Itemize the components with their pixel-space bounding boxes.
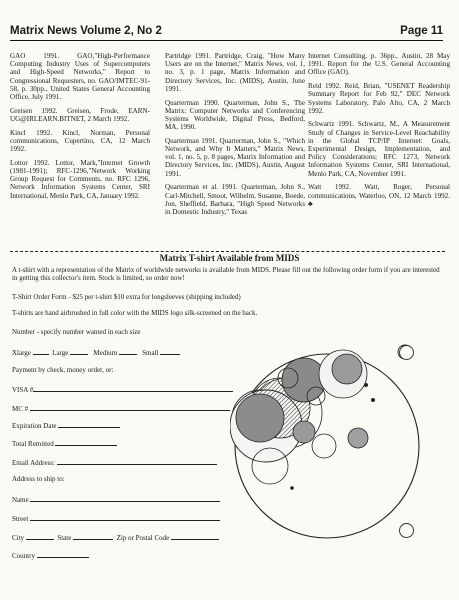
size-xlarge-label: Xlarge [12,349,31,357]
matrix-logo-diagram [230,338,440,548]
tshirt-title: Matrix T-shirt Available from MIDS [159,253,300,263]
references-column-3 [308,52,450,213]
page-header [10,25,443,41]
reference-entry: Internet Consulting, p. 36pp., Austin, 28 May 1991. Report for the U.S. General Accounting Office (GAO). [308,52,450,77]
mc-field[interactable] [30,403,230,411]
email-row [12,457,217,467]
city-label: City [12,534,25,542]
name-field[interactable] [30,494,220,502]
country-row [12,550,89,560]
network-circle-dark [293,421,315,443]
network-dot [290,486,294,490]
address-label: Address to ship to: [12,475,65,483]
reference-entry: Quarterman et al. 1991. Quarterman, John S., Carl-Mitchell, Smoot, Wilhelm, Susanne, Boede, Jon, Sheffield, Barbara, "High Speed Networks in Domestic Industry," Texas [165,183,305,216]
reference-entry: Kincl 1992. Kincl, Norman, Personal communications, Cupertino, CA, 12 March 1992. [10,128,150,154]
reference-entry: Schwartz 1991. Schwartz, M., A Measurement Study of Changes in Service-Level Reachability in the Global TCP/IP Internet: Goals, Experimental Design, Implementation, and Policy Considerations; RFC 1273, Network Information Systems Center, SRI International, Menlo Park, CA, November 1991. [308,120,450,178]
visa-label: VISA # [12,386,34,394]
reference-entry [308,183,450,208]
email-field[interactable] [57,457,217,465]
size-xlarge-field[interactable] [33,347,49,355]
email-label: Email Address: [12,459,55,467]
expiration-field[interactable] [58,420,120,428]
end-mark-icon: ♣ [308,199,313,208]
country-label: Country [12,552,35,560]
network-dot [371,398,375,402]
references-column-1 [10,52,150,205]
network-circle-dark [236,394,284,442]
street-field[interactable] [30,513,220,521]
reference-entry: Greisen 1992. Greisen, Frode, EARN-UG@IRLEARN.BITNET, 2 March 1992. [10,106,150,123]
references-column-2 [165,52,305,222]
expiration-row [12,420,120,430]
reference-entry: Partridge 1991. Partridge, Craig, "How Many Users are on the Internet," Matrix News, vol. 1, no. 3, p. 1 page, Matrix Information and Directory Services, Inc. (MIDS), Austin, June 1991. [165,52,305,93]
zip-label: Zip or Postal Code [116,534,170,542]
dashed-divider [10,251,445,252]
visa-row [12,384,233,394]
city-row [12,532,219,542]
total-label: Total Remitted [12,440,54,448]
punch-hole [399,345,414,360]
mc-label: MC # [12,405,29,413]
size-large-field[interactable] [70,347,88,355]
size-small-label: Small [142,349,159,357]
expiration-label: Expiration Date [12,422,57,430]
country-field[interactable] [37,550,89,558]
reference-entry: Reid 1992. Reid, Brian, "USENET Readership Summary Report for Feb 92," DEC Network Systems Laboratory, Palo Alto, CA, 2 March 1992. [308,82,450,115]
size-row [12,347,180,357]
punch-hole [399,523,414,538]
reference-entry: Quarterman 1990. Quarterman, John S., The Matrix: Computer Networks and Conferencing Systems Worldwide, Digital Press, Bedford, MA, 1990. [165,98,305,132]
size-medium-field[interactable] [119,347,137,355]
mc-row [12,403,230,413]
reference-entry: Lottor 1992. Lottor, Mark,"Internet Growth (1981-1991); RFC-1296,"Network Working Group Request for Comments, no. RFC 1296, Network Information Systems Center, SRI International, Menlo Park, CA, January 1992. [10,158,150,200]
tshirt-intro: A t-shirt with a representation of the Matrix of worldwide networks is available from MIDS. Please fill out the following order form if you are interested in getting this collector's item. Stock is limited, so order now! [12,266,440,283]
city-field[interactable] [26,532,54,540]
references-section [10,52,450,244]
street-row [12,513,220,523]
price-line: T-Shirt Order Form - $25 per t-shirt $10 extra for longsleeves (shipping included) [12,293,241,301]
newsletter-title: Matrix News Volume 2, No 2 [10,25,162,37]
reference-entry: Quarterman 1991. Quarterman, John S., "Which Network, and Why It Matters," Matrix News, vol. 1, no. 5, p. 8 pages, Matrix Information and Directory Services, Inc. (MIDS), Austin, August 1991. [165,136,305,178]
total-row [12,438,117,448]
size-large-label: Large [52,349,69,357]
payment-label: Payment by check, money order, or: [12,366,114,374]
state-field[interactable] [73,532,113,540]
name-row [12,494,220,504]
visa-field[interactable] [33,384,233,392]
reference-text: Watt 1992. Watt, Roger, Personal communications, Waterloo, ON, 12 March 1992. [308,183,450,200]
network-circle [312,434,336,458]
size-medium-label: Medium [93,349,118,357]
number-label: Number - specify number wanted in each size [12,328,141,336]
header-rule [10,40,443,41]
street-label: Street [12,515,29,523]
reference-entry: GAO 1991. GAO,"High-Performance Computing Industry Uses of Supercomputers and High-Speed Networks," Report to Congressional Requesters, no. GAO/IMTEC-91-58, p. 30pp., United States General Accounting Office, July 1991. [10,52,150,102]
total-field[interactable] [55,438,117,446]
network-circle-dark [348,428,368,448]
size-small-field[interactable] [160,347,180,355]
name-label: Name [12,496,29,504]
description-line: T-shirts are hand airbrushed in full color with the MIDS logo silk-screened on the back. [12,309,258,317]
page-number: Page 11 [400,25,443,37]
network-dot [364,383,368,387]
zip-field[interactable] [171,532,219,540]
matrix-logo-svg [230,338,440,548]
state-label: State [57,534,72,542]
network-circle-dark [332,354,362,384]
